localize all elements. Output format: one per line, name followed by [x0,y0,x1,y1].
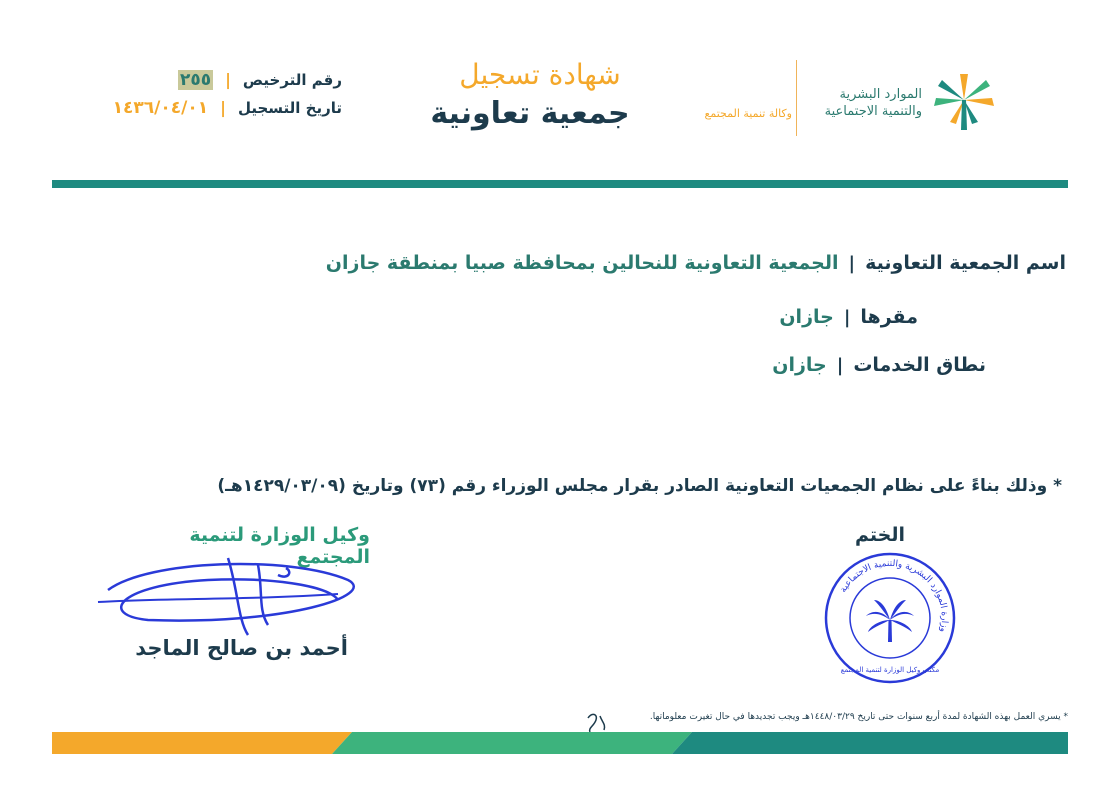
legal-note: * وذلك بناءً على نظام الجمعيات التعاونية الصادر بقرار مجلس الوزراء رقم (٧٣) وتاريخ (١٤٢٩/٠٣/٠٩هـ) [217,476,1062,496]
license-info [82,70,342,126]
palm-emblem-icon [866,600,914,642]
official-stamp [820,548,960,688]
certificate-subtitle: جمعية تعاونية [430,96,630,131]
stamp-ring-text: وزارة الموارد البشرية والتنمية الاجتماعية [838,558,950,634]
field-row-scope [772,354,986,376]
license-separator: | [225,70,231,89]
field-value-name: الجمعية التعاونية للنحالين بمحافظة صبيا بمنطقة جازان [325,252,839,274]
ministry-line-1: الموارد البشرية [839,87,922,102]
stamp-inner-text: مكتب وكيل الوزارة لتنمية المجتمع [840,666,940,674]
field-separator: | [836,355,844,376]
signatory-title: وكيل الوزارة لتنمية المجتمع [189,524,370,568]
agency-name: وكالة تنمية المجتمع [704,107,792,120]
field-value-scope: جازان [772,354,827,376]
field-label-name: اسم الجمعية التعاونية [865,252,1066,274]
footer-bar [52,732,1068,754]
field-separator: | [848,253,856,274]
ministry-name [812,86,922,120]
header-divider [796,60,797,136]
field-label-scope: نطاق الخدمات [853,354,986,376]
validity-footnote: * يسري العمل بهذه الشهادة لمدة أربع سنوات حتى تاريخ ١٤٤٨/٠٣/٢٩هـ ويجب تجديدها في حال تغيرت معلوماتها. [649,712,1068,722]
header-bar [52,180,1068,188]
stamp-label: الختم [855,524,905,546]
field-separator: | [843,307,851,328]
field-row-name [326,252,1066,274]
ministry-line-2: والتنمية الاجتماعية [824,104,922,119]
field-label-hq: مقرها [860,306,918,328]
field-value-hq: جازان [779,306,834,328]
signature-scribble [88,550,368,640]
ministry-logo-icon [926,70,1002,132]
field-row-hq [779,306,918,328]
license-label: رقم الترخيص [242,71,342,89]
registration-label: تاريخ التسجيل [237,99,342,117]
certificate-title: شهادة تسجيل [459,58,621,91]
registration-separator: | [220,98,226,117]
license-number: ٢٥٥ [179,70,212,90]
signatory-name: أحمد بن صالح الماجد [135,636,348,660]
registration-date: ١٤٣٦/٠٤/٠١ [112,98,209,118]
